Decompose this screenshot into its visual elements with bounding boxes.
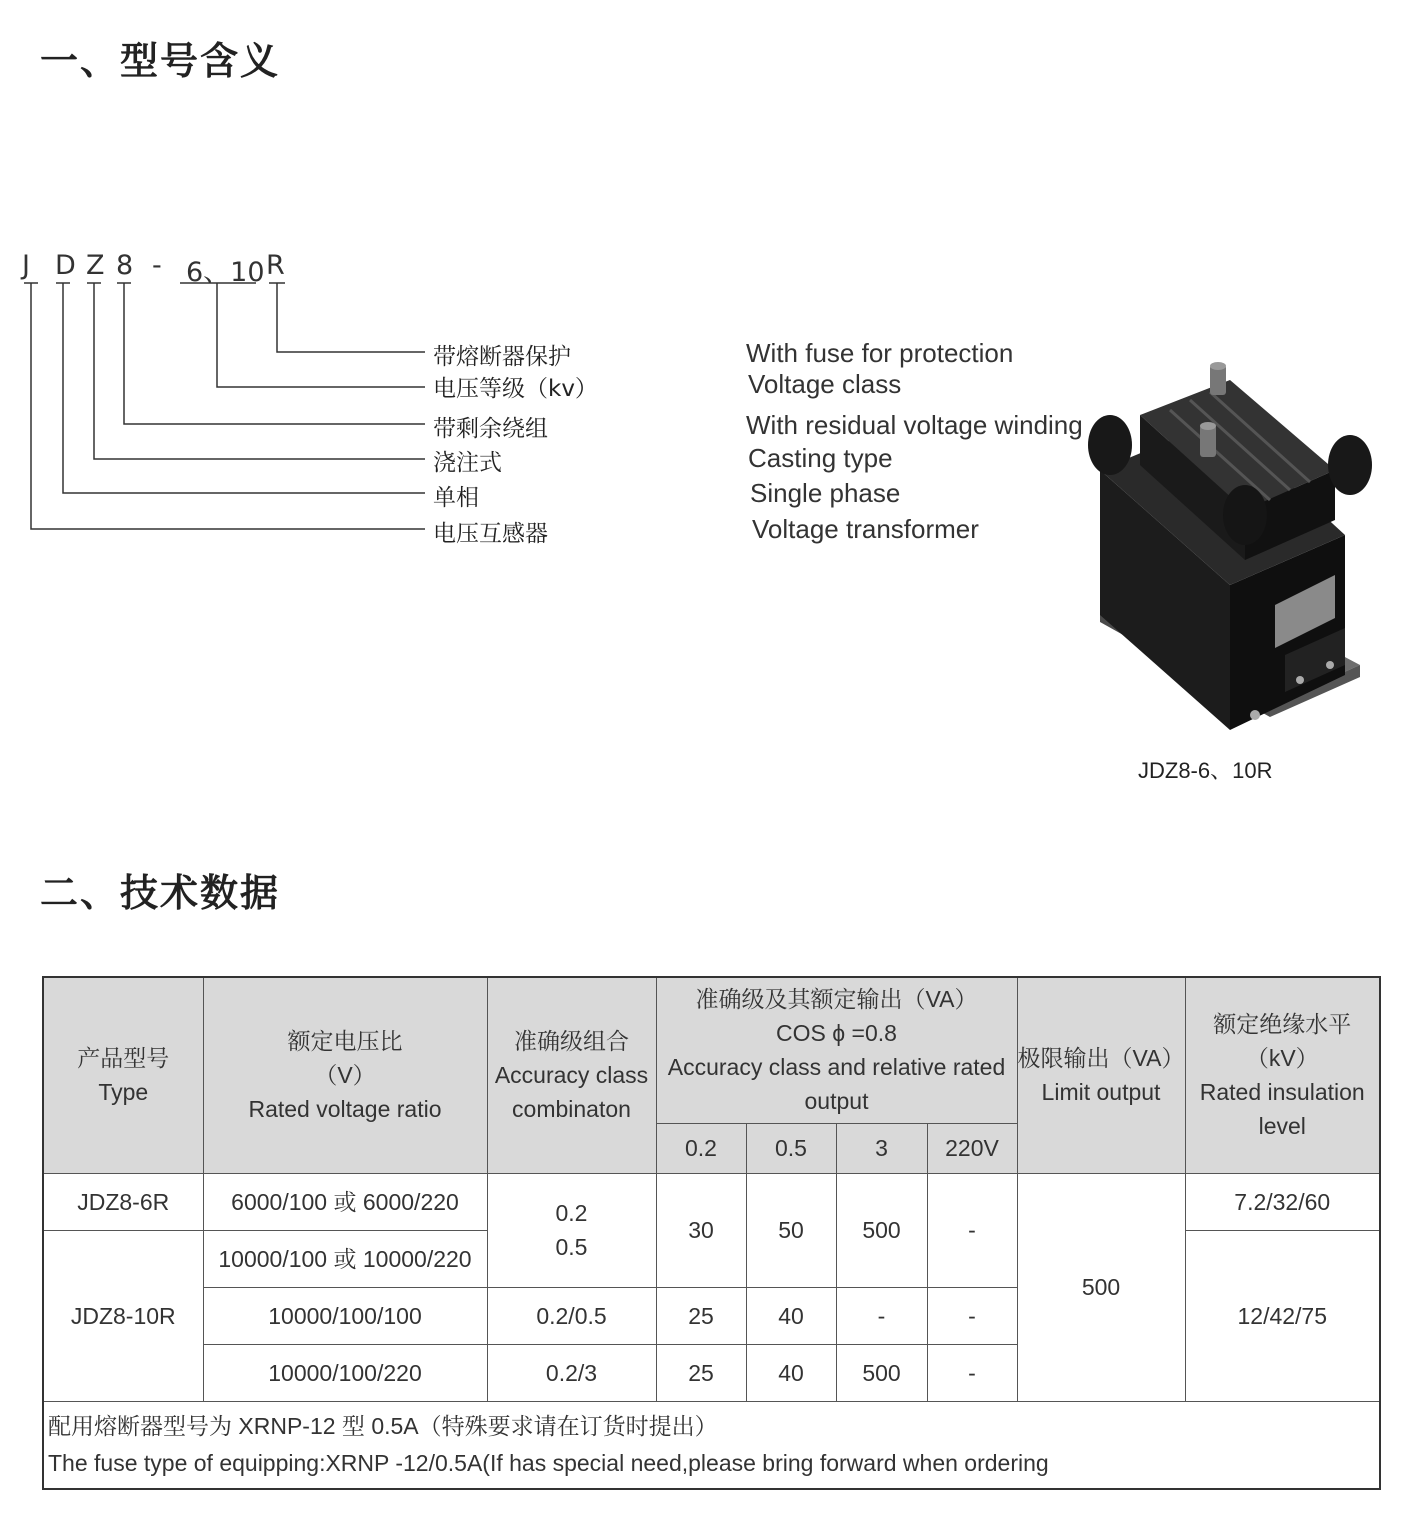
code-letter-j: J <box>22 250 30 281</box>
cell-combo: 0.2/0.5 <box>487 1287 656 1344</box>
cell-ratio: 6000/100 或 6000/220 <box>203 1173 487 1230</box>
cell-insulation: 7.2/32/60 <box>1185 1173 1380 1230</box>
code-letter-z: Z <box>86 250 105 281</box>
cell-v220: - <box>927 1173 1017 1287</box>
header-combo-en2: combinaton <box>512 1096 631 1123</box>
meaning-en-single-phase: Single phase <box>750 478 901 508</box>
header-ratio-en: Rated voltage ratio <box>248 1096 442 1123</box>
code-voltage: 6、10 <box>186 257 265 288</box>
header-insulation-en1: Rated insulation <box>1199 1079 1365 1106</box>
section-heading-model-meaning: 一、型号含义 <box>40 39 281 83</box>
cell-insulation: 12/42/75 <box>1185 1230 1380 1401</box>
header-ratio-unit: （V） <box>314 1062 376 1089</box>
cell-ratio: 10000/100/100 <box>203 1287 487 1344</box>
cell-v3: 500 <box>836 1173 927 1287</box>
cell-v05: 40 <box>746 1287 836 1344</box>
cell-v3: 500 <box>836 1344 927 1401</box>
header-accuracy-en2: output <box>804 1088 869 1115</box>
header-type-en: Type <box>98 1079 149 1106</box>
cell-v3: - <box>836 1287 927 1344</box>
header-combo-en1: Accuracy class <box>494 1062 649 1089</box>
cell-ratio: 10000/100 或 10000/220 <box>203 1230 487 1287</box>
header-acc-col-220v: 220V <box>927 1123 1017 1173</box>
meaning-cn-fuse: 带熔断器保护 <box>433 344 571 370</box>
header-type <box>43 977 203 1173</box>
header-insulation-en2: level <box>1258 1113 1306 1140</box>
header-insulation <box>1185 977 1380 1173</box>
code-dash: - <box>152 250 162 281</box>
header-limit-cn: 极限输出（VA） <box>1017 1045 1185 1072</box>
cell-ratio: 10000/100/220 <box>203 1344 487 1401</box>
cell-type: JDZ8-6R <box>43 1173 203 1230</box>
cell-v02: 25 <box>656 1287 746 1344</box>
cell-v02: 25 <box>656 1344 746 1401</box>
meaning-cn-voltage-transformer: 电压互感器 <box>433 521 548 547</box>
header-insulation-unit: （kV） <box>1245 1045 1319 1072</box>
table-note-row <box>43 1401 1380 1489</box>
header-accuracy-en1: Accuracy class and relative rated <box>667 1054 1006 1081</box>
cell-combo-line2: 0.5 <box>555 1234 588 1260</box>
product-photo-caption: JDZ8-6、10R <box>1138 758 1273 783</box>
cell-type: JDZ8-10R <box>43 1230 203 1401</box>
meaning-cn-single-phase: 单相 <box>433 485 479 511</box>
section-heading-tech-data: 二、技术数据 <box>40 871 281 915</box>
meaning-en-voltage-class: Voltage class <box>748 369 902 399</box>
cell-combo-line1: 0.2 <box>555 1200 588 1226</box>
cell-combo <box>487 1173 656 1287</box>
code-letter-r: R <box>266 250 285 281</box>
table-note <box>43 1401 1380 1489</box>
meaning-en-casting: Casting type <box>748 443 893 473</box>
header-accuracy-cos: COS ϕ =0.8 <box>776 1020 897 1047</box>
header-limit <box>1017 977 1185 1173</box>
meaning-en-residual-winding: With residual voltage winding <box>746 410 1083 440</box>
header-accuracy-cn: 准确级及其额定输出（VA） <box>695 986 978 1013</box>
cell-v220: - <box>927 1344 1017 1401</box>
header-combo-cn: 准确级组合 <box>514 1028 629 1055</box>
cell-v05: 40 <box>746 1344 836 1401</box>
code-letter-d: D <box>55 250 76 281</box>
header-acc-col-05: 0.5 <box>746 1123 836 1173</box>
meaning-cn-residual-winding: 带剩余绕组 <box>433 416 548 442</box>
code-letter-8: 8 <box>116 250 134 281</box>
cell-v220: - <box>927 1287 1017 1344</box>
meaning-en-fuse: With fuse for protection <box>746 338 1014 368</box>
header-accuracy <box>656 977 1017 1123</box>
header-acc-col-02: 0.2 <box>656 1123 746 1173</box>
cell-limit-output: 500 <box>1017 1173 1185 1401</box>
header-insulation-cn: 额定绝缘水平 <box>1213 1011 1352 1038</box>
product-photo <box>1080 360 1380 745</box>
header-combo <box>487 977 656 1173</box>
cell-v02: 30 <box>656 1173 746 1287</box>
header-type-cn: 产品型号 <box>77 1045 170 1072</box>
note-en: The fuse type of equipping:XRNP -12/0.5A(If has special need,please bring forward when ordering <box>48 1449 1049 1476</box>
note-cn: 配用熔断器型号为 XRNP-12 型 0.5A（特殊要求请在订货时提出） <box>48 1412 718 1439</box>
spec-table <box>42 976 1381 1490</box>
header-ratio <box>203 977 487 1173</box>
header-ratio-cn: 额定电压比 <box>287 1028 403 1055</box>
meaning-cn-casting: 浇注式 <box>433 450 502 476</box>
cell-v05: 50 <box>746 1173 836 1287</box>
meaning-cn-voltage-class: 电压等级（kv） <box>433 376 598 402</box>
meaning-en-voltage-transformer: Voltage transformer <box>752 514 979 544</box>
header-acc-col-3: 3 <box>836 1123 927 1173</box>
cell-combo: 0.2/3 <box>487 1344 656 1401</box>
table-row <box>43 1173 1380 1230</box>
header-limit-en: Limit output <box>1041 1079 1161 1106</box>
